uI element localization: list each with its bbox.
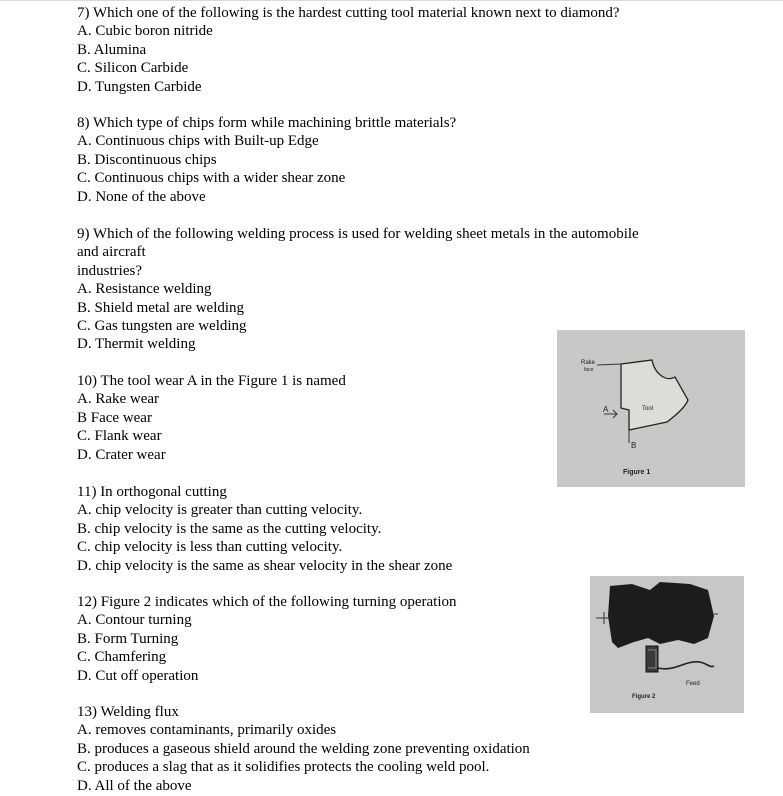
option-c: C. Continuous chips with a wider shear zone [77,170,346,187]
question-text-line-3: industries? [77,262,142,279]
question-text: 10) The tool wear A in the Figure 1 is named [77,373,346,389]
rake-label-1: Rake [581,360,596,366]
question-8 [77,114,456,206]
feed-line [658,662,714,669]
option-d: D. Crater wear [77,446,166,463]
figure-2-caption: Figure 2 [632,694,656,700]
figure-1-drawing [557,330,745,487]
workpiece-shape [608,582,714,648]
option-b: B. chip velocity is the same as the cutting velocity. [77,520,382,537]
figure-1-caption: Figure 1 [623,469,651,476]
top-divider [0,0,783,1]
figure-2-drawing [590,576,744,713]
question-9 [77,225,639,354]
question-12 [77,593,457,685]
question-text: 11) In orthogonal cutting [77,484,227,500]
option-d: D. All of the above [77,777,192,794]
feed-label: Feed [686,681,700,687]
question-text: 7) Which one of the following is the hardest cutting tool material known next to diamond? [77,5,620,21]
option-c: C. Gas tungsten are welding [77,318,247,335]
option-a: A. Cubic boron nitride [77,23,213,40]
centerline-mark [596,612,610,624]
option-c: C. produces a slag that as it solidifies protects the cooling weld pool. [77,759,490,776]
question-11 [77,483,452,575]
option-b: B. produces a gaseous shield around the welding zone preventing oxidation [77,740,530,757]
option-c: C. Flank wear [77,428,162,445]
rake-leader-line [597,364,621,365]
option-b: B. Form Turning [77,630,179,647]
option-d: D. Tungsten Carbide [77,78,202,95]
tool-outline [621,360,688,430]
option-c: C. chip velocity is less than cutting velocity. [77,539,343,556]
tool-label: Tool [642,406,654,412]
question-text: 8) Which type of chips form while machining brittle materials? [77,115,457,131]
question-text-line-2: and aircraft [77,244,146,261]
option-a: A. Contour turning [77,612,192,629]
figure-2-turning [590,576,744,713]
question-text-line-1: 9) Which of the following welding process is used for welding sheet metals in the automobile [77,226,639,242]
b-label: B [631,441,637,450]
option-a: A. Resistance welding [77,281,212,298]
option-d: D. Cut off operation [77,667,199,684]
figure-1-tool-wear [557,330,745,487]
question-13 [77,703,530,795]
option-b: B. Shield metal are welding [77,299,245,316]
option-a: A. Continuous chips with Built-up Edge [77,133,319,150]
option-d: D. chip velocity is the same as shear velocity in the shear zone [77,557,453,574]
question-text: 13) Welding flux [77,704,179,720]
question-text: 12) Figure 2 indicates which of the following turning operation [77,594,457,610]
option-b: B. Alumina [77,41,147,58]
option-a: A. chip velocity is greater than cutting velocity. [77,502,363,519]
option-b: B. Discontinuous chips [77,151,217,168]
option-c: C. Chamfering [77,649,167,666]
option-d: D. Thermit welding [77,336,196,353]
option-b: B Face wear [77,409,152,426]
option-c: C. Silicon Carbide [77,60,189,77]
a-label: A [603,405,609,414]
question-7 [77,4,620,96]
question-10 [77,372,346,464]
option-a: A. removes contaminants, primarily oxides [77,722,337,739]
option-a: A. Rake wear [77,391,160,408]
option-d: D. None of the above [77,188,206,205]
rake-label-2: face [584,367,594,373]
